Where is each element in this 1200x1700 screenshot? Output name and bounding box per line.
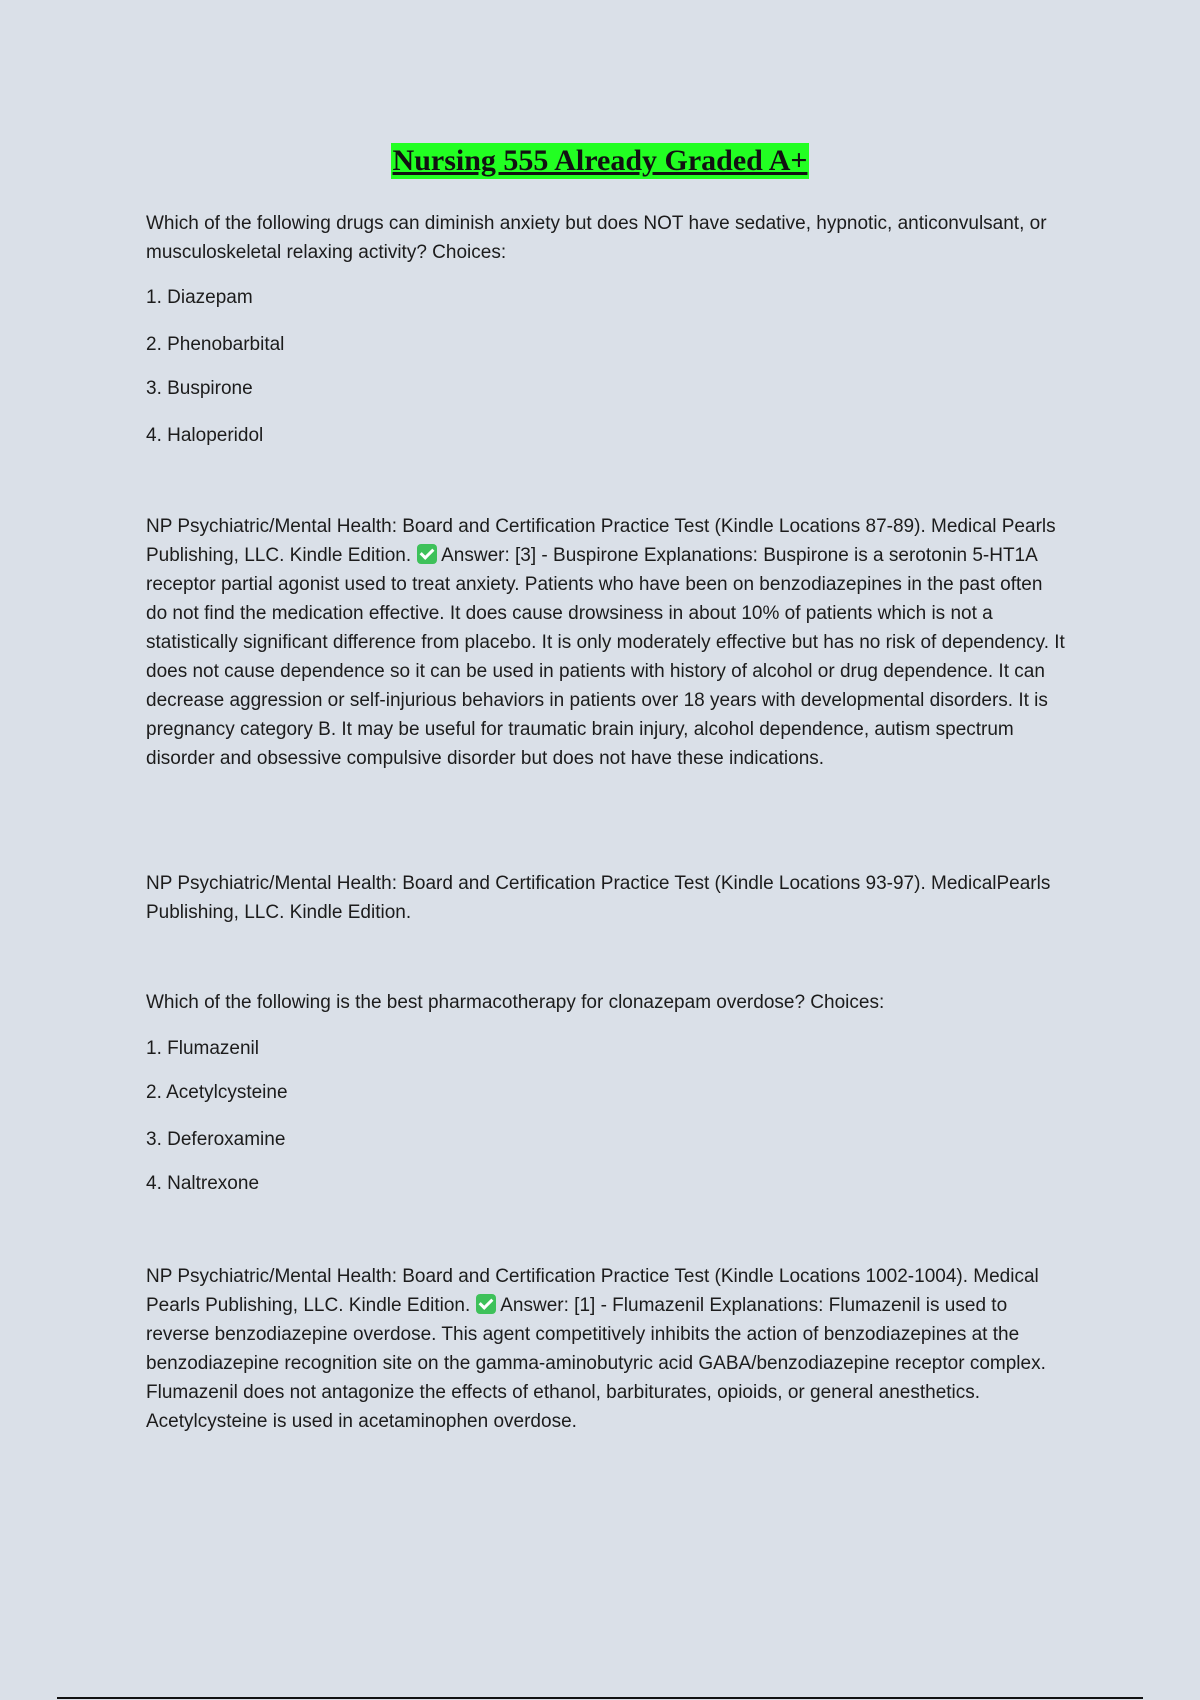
q1-explanation: Answer: [3] - Buspirone Explanations: Buspirone is a serotonin 5-HT1A receptor partial agonist used to treat anxiety. Patients who have been on benzodiazepines in the past often do not find the medication effective. It does cause drowsiness in about 10% of patients which is not a statistically significant difference from placebo. It is only moderately effective but has no risk of dependency. It does not cause dependence so it can be used in patients with history of alcohol or drug dependence. It can decrease aggression or self-injurious behaviors in patients over 18 years with developmental disorders. It is pregnancy category B. It may be useful for traumatic brain injury, alcohol dependence, autism spectrum disorder and obsessive compulsive disorder but does not have these indications. bbox=[146, 545, 1065, 769]
green-checkmark-icon bbox=[476, 1294, 496, 1314]
q1-choice-1: 1. Diazepam bbox=[146, 287, 253, 308]
footer-divider bbox=[57, 1697, 1143, 1699]
q1-choice-4: 4. Haloperidol bbox=[146, 425, 264, 446]
q1-choice-2: 2. Phenobarbital bbox=[146, 334, 285, 355]
q1-source: NP Psychiatric/Mental Health: Board and Certification Practice Test (Kindle Locations 87-89). Medical Pearls Publishing, LLC. Kindle Edition. bbox=[146, 516, 1056, 566]
q2-choice-2: 2. Acetylcysteine bbox=[146, 1082, 288, 1103]
document-title: Nursing 555 Already Graded A+ bbox=[392, 144, 808, 177]
q2-choice-4: 4. Naltrexone bbox=[146, 1173, 260, 1194]
q2-source: NP Psychiatric/Mental Health: Board and Certification Practice Test (Kindle Locations 1002-1004). Medical Pearls Publishing, LLC. Kindle Edition. bbox=[146, 1266, 1039, 1316]
title-container bbox=[0, 143, 1200, 179]
q1-choice-3: 3. Buspirone bbox=[146, 378, 253, 399]
q2-answer-paragraph bbox=[146, 1262, 1066, 1436]
q1-source-after: NP Psychiatric/Mental Health: Board and Certification Practice Test (Kindle Locations 93-97). MedicalPearls Publishing, LLC. Kindle Edition. bbox=[146, 873, 1051, 923]
question-1-text: Which of the following drugs can diminish anxiety but does NOT have sedative, hypnotic, anticonvulsant, or musculoskeletal relaxing activity? Choices: bbox=[146, 213, 1047, 263]
question-2-text: Which of the following is the best pharmacotherapy for clonazepam overdose? Choices: bbox=[146, 992, 885, 1013]
q2-choice-3: 3. Deferoxamine bbox=[146, 1129, 286, 1150]
green-checkmark-icon bbox=[417, 544, 437, 564]
q2-choice-1: 1. Flumazenil bbox=[146, 1038, 259, 1059]
q1-answer-paragraph bbox=[146, 512, 1066, 773]
q2-explanation: Answer: [1] - Flumazenil Explanations: Flumazenil is used to reverse benzodiazepine overdose. This agent competitively inhibits the action of benzodiazepines at the benzodiazepine recognition site on the gamma-aminobutyric acid GABA/benzodiazepine receptor complex. Flumazenil does not antagonize the effects of ethanol, barbiturates, opioids, or general anesthetics. Acetylcysteine is used in acetaminophen overdose. bbox=[146, 1295, 1046, 1432]
